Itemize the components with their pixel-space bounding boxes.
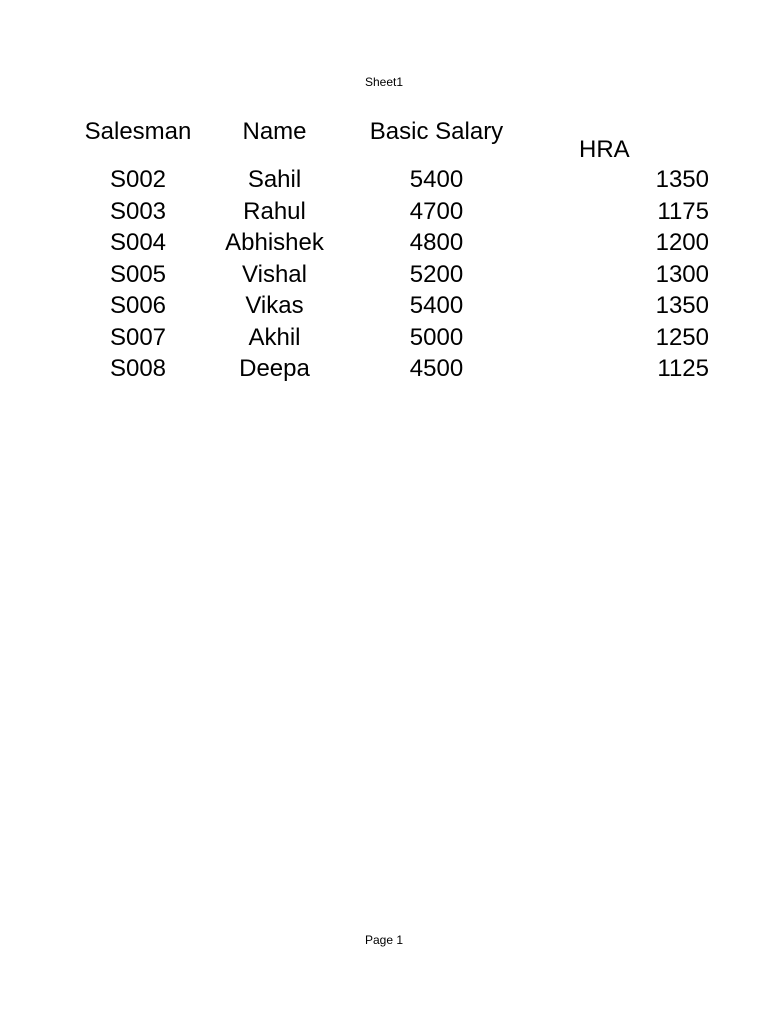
- salary-table: [70, 116, 709, 385]
- table-row: [70, 196, 709, 228]
- cell-basic-salary: 4800: [409, 229, 464, 256]
- cell-basic-salary: 4700: [409, 197, 464, 225]
- table-header-row: [70, 116, 709, 164]
- cell-salesman: S006: [109, 292, 167, 319]
- column-header-salesman: Salesman: [84, 118, 192, 145]
- cell-salesman: S002: [109, 166, 167, 193]
- cell-hra: 1250: [655, 323, 709, 351]
- cell-name: Vikas: [245, 292, 304, 319]
- cell-basic-salary: 5200: [409, 260, 464, 288]
- table-row: [70, 353, 709, 385]
- cell-salesman: S004: [109, 229, 167, 256]
- cell-name: Abhishek: [225, 229, 324, 256]
- cell-name: Vishal: [242, 260, 307, 288]
- cell-basic-salary: 5400: [409, 166, 464, 193]
- cell-name: Deepa: [239, 355, 310, 382]
- column-header-hra: HRA: [579, 136, 630, 163]
- table-row: [70, 164, 709, 196]
- page-header: Sheet1: [364, 75, 404, 89]
- cell-hra: 1350: [655, 166, 709, 193]
- cell-name: Rahul: [243, 197, 306, 225]
- cell-hra: 1125: [657, 355, 709, 382]
- cell-hra: 1200: [655, 229, 709, 256]
- table-row: [70, 259, 709, 291]
- cell-name: Akhil: [248, 323, 301, 351]
- table-row: [70, 322, 709, 354]
- cell-basic-salary: 5400: [409, 292, 464, 319]
- column-header-basic-salary: Basic Salary: [369, 118, 504, 145]
- table-row: [70, 227, 709, 259]
- cell-hra: 1350: [655, 292, 709, 319]
- cell-basic-salary: 5000: [409, 323, 464, 351]
- cell-name: Sahil: [247, 166, 302, 193]
- cell-salesman: S003: [109, 197, 167, 225]
- cell-basic-salary: 4500: [409, 355, 464, 382]
- cell-hra: 1175: [657, 197, 709, 225]
- table-row: [70, 290, 709, 322]
- cell-salesman: S008: [109, 355, 167, 382]
- cell-hra: 1300: [655, 260, 709, 288]
- column-header-name: Name: [242, 118, 307, 145]
- cell-salesman: S007: [109, 323, 167, 351]
- cell-salesman: S005: [109, 260, 167, 288]
- page-footer: Page 1: [364, 933, 404, 947]
